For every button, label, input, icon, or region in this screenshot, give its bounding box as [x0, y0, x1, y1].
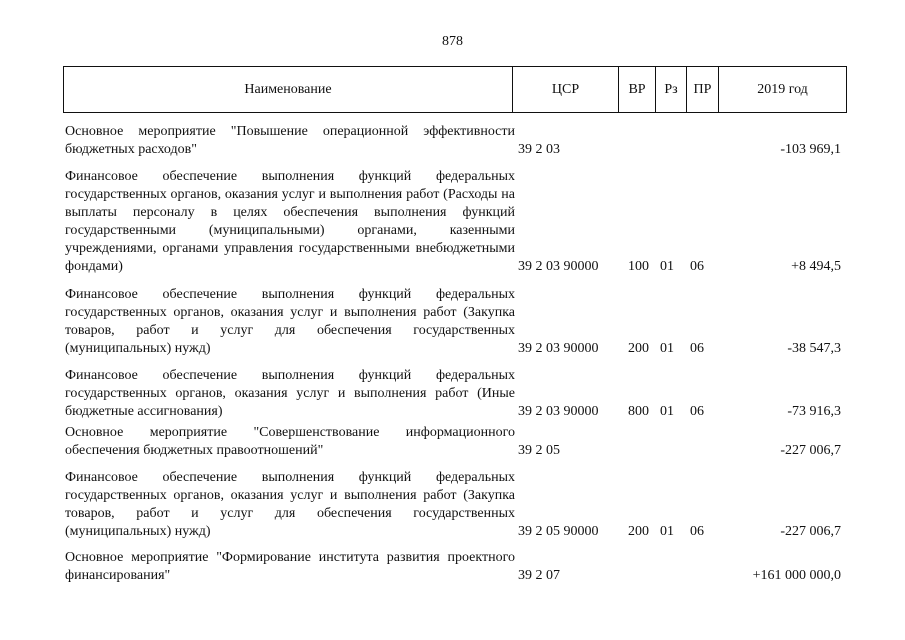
row-vr: 100 [628, 259, 649, 274]
row-pr: 06 [690, 259, 704, 274]
row-csr: 39 2 03 90000 [518, 341, 599, 356]
header-name: Наименование [64, 67, 513, 112]
table-row [0, 549, 905, 585]
row-name: Финансовое обеспечение выполнения функций федеральных государственных органов, оказания услуг и выполнения работ (Закупка товаров, работ и услуг для обеспечения государственных (муниципальных) нужд) [65, 470, 515, 539]
row-rz: 01 [660, 259, 674, 274]
row-pr: 06 [690, 404, 704, 419]
row-amount: -227 006,7 [780, 443, 841, 458]
row-csr: 39 2 03 90000 [518, 259, 599, 274]
row-name: Финансовое обеспечение выполнения функций федеральных государственных органов, оказания услуг и выполнения работ (Закупка товаров, работ и услуг для обеспечения государственных (муниципальных) нужд) [65, 287, 515, 356]
row-name: Финансовое обеспечение выполнения функций федеральных государственных органов, оказания услуг и выполнения работ (Расходы на выплаты персоналу в целях обеспечения выполнения функций государственными (муниципальными) органами, казенными учреждениями, органами управления государственными внебюджетными фондами) [65, 169, 515, 274]
row-csr: 39 2 05 [518, 443, 560, 458]
header-year: 2019 год [757, 81, 808, 97]
row-amount: -38 547,3 [787, 341, 841, 356]
row-vr: 200 [628, 341, 649, 356]
row-name: Основное мероприятие "Формирование института развития проектного финансирования" [65, 550, 515, 583]
table-row [0, 286, 905, 358]
row-name: Основное мероприятие "Повышение операционной эффективности бюджетных расходов" [65, 124, 515, 157]
row-amount: -103 969,1 [780, 142, 841, 157]
row-amount: +161 000 000,0 [752, 568, 841, 583]
table-row [0, 123, 905, 159]
table-row [0, 168, 905, 276]
header-rz: Рз [656, 67, 687, 112]
row-name: Основное мероприятие "Совершенствование информационного обеспечения бюджетных правоотношений" [65, 425, 515, 458]
header-csr: ЦСР [513, 67, 619, 112]
row-rz: 01 [660, 524, 674, 539]
table-row [0, 367, 905, 421]
row-amount: -73 916,3 [787, 404, 841, 419]
row-csr: 39 2 03 90000 [518, 404, 599, 419]
table-row [0, 469, 905, 541]
row-vr: 200 [628, 524, 649, 539]
row-csr: 39 2 07 [518, 568, 560, 583]
row-amount: -227 006,7 [780, 524, 841, 539]
row-csr: 39 2 05 90000 [518, 524, 599, 539]
row-pr: 06 [690, 341, 704, 356]
row-name: Финансовое обеспечение выполнения функций федеральных государственных органов, оказания услуг и выполнения работ (Иные бюджетные ассигнования) [65, 368, 515, 419]
row-csr: 39 2 03 [518, 142, 560, 157]
header-vr: ВР [619, 67, 656, 112]
row-vr: 800 [628, 404, 649, 419]
header-pr: ПР [687, 67, 719, 112]
table-header [63, 66, 847, 113]
table-row [0, 424, 905, 460]
row-amount: +8 494,5 [791, 259, 841, 274]
row-pr: 06 [690, 524, 704, 539]
row-rz: 01 [660, 341, 674, 356]
row-rz: 01 [660, 404, 674, 419]
page-number: 878 [442, 34, 463, 49]
